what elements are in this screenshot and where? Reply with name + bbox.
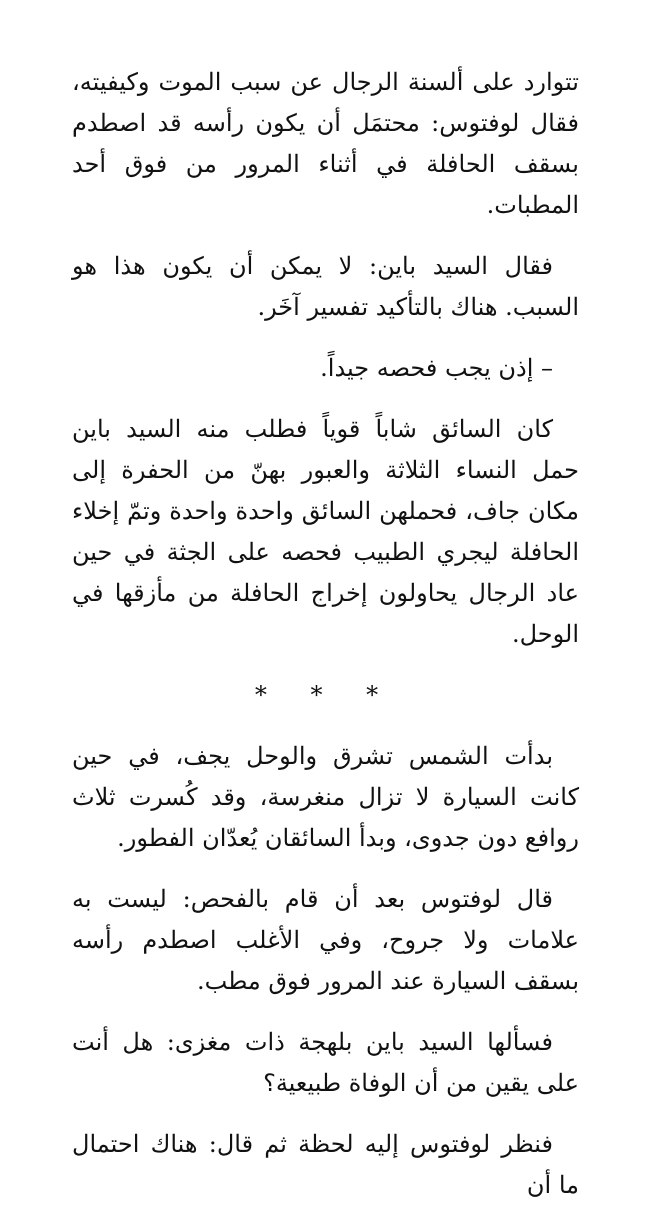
paragraph-cause-of-death: تتوارد على ألسنة الرجال عن سبب الموت وكيفيته، فقال لوفتوس: محتمَل أن يكون رأسه قد اصطدم بسقف الحافلة في أثناء المرور من فوق أحد المطبات.: [72, 68, 579, 219]
paragraph-examine-line: – إذن يجب فحصه جيداً.: [320, 354, 553, 382]
paragraph-mr-payne-reply: فقال السيد باين: لا يمكن أن يكون هذا هو السبب. هناك بالتأكيد تفسير آخَر.: [72, 252, 579, 321]
paragraph-sunrise: بدأت الشمس تشرق والوحل يجف، في حين كانت السيارة لا تزال منغرسة، وقد كُسرت ثلاث روافع دون جدوى، وبدأ السائقان يُعدّان الفطور.: [72, 742, 579, 852]
paragraph-driver-carries-women: كان السائق شاباً قوياً فطلب منه السيد باين حمل النساء الثلاثة والعبور بهنّ من الحفرة إلى مكان جاف، فحملهن السائق واحدة واحدة وتمّ إخلاء الحافلة ليجري الطبيب فحصه على الجثة في حين عاد الرجال يحاولون إخراج الحافلة من مأزقها في الوحل.: [72, 415, 579, 648]
page-body: [72, 62, 579, 1226]
paragraph-examination-result: قال لوفتوس بعد أن قام بالفحص: ليست به علامات ولا جروح، وفي الأغلب اصطدم رأسه بسقف السيارة عند المرور فوق مطب.: [72, 885, 579, 995]
section-separator: * * *: [254, 681, 397, 709]
paragraph-natural-death-question: فسألها السيد باين بلهجة ذات مغزى: هل أنت على يقين من أن الوفاة طبيعية؟: [72, 1028, 579, 1097]
paragraph-loftus-answer: فنظر لوفتوس إليه لحظة ثم قال: هناك احتمال ما أن: [72, 1130, 579, 1199]
